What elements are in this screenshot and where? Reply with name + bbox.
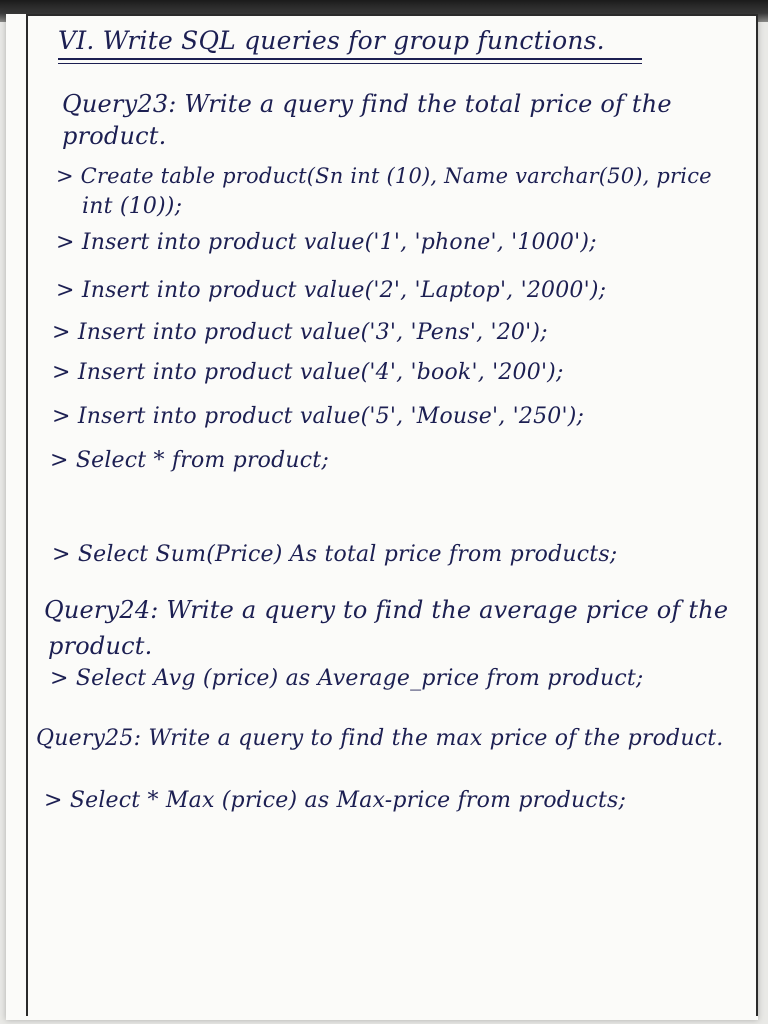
- heading-underline-second: [58, 63, 642, 64]
- insert-statement-4: > Insert into product value('4', 'book', '200');: [52, 360, 564, 385]
- heading-underline: [58, 58, 642, 60]
- section-heading: VI. Write SQL queries for group functions.: [58, 26, 605, 55]
- insert-statement-2: > Insert into product value('2', 'Laptop', '2000');: [56, 278, 607, 303]
- create-table-statement-cont: int (10));: [82, 194, 183, 219]
- sum-statement: > Select Sum(Price) As total price from products;: [52, 542, 618, 567]
- insert-statement-5: > Insert into product value('5', 'Mouse', '250');: [52, 404, 585, 429]
- query25-title: Query25: Write a query to find the max price of the product.: [36, 726, 724, 751]
- avg-statement: > Select Avg (price) as Average_price from product;: [50, 666, 644, 691]
- max-statement: > Select * Max (price) as Max-price from products;: [44, 788, 627, 813]
- insert-statement-1: > Insert into product value('1', 'phone', '1000');: [56, 230, 597, 255]
- insert-statement-3: > Insert into product value('3', 'Pens', '20');: [52, 320, 548, 345]
- query24-title: Query24: Write a query to find the average price of the: [44, 596, 729, 624]
- select-all-statement: > Select * from product;: [50, 448, 329, 473]
- query23-title-cont: product.: [62, 122, 167, 150]
- create-table-statement: > Create table product(Sn int (10), Name varchar(50), price: [56, 164, 712, 188]
- query24-title-cont: product.: [48, 632, 153, 660]
- query23-title: Query23: Write a query find the total price of the: [62, 90, 672, 118]
